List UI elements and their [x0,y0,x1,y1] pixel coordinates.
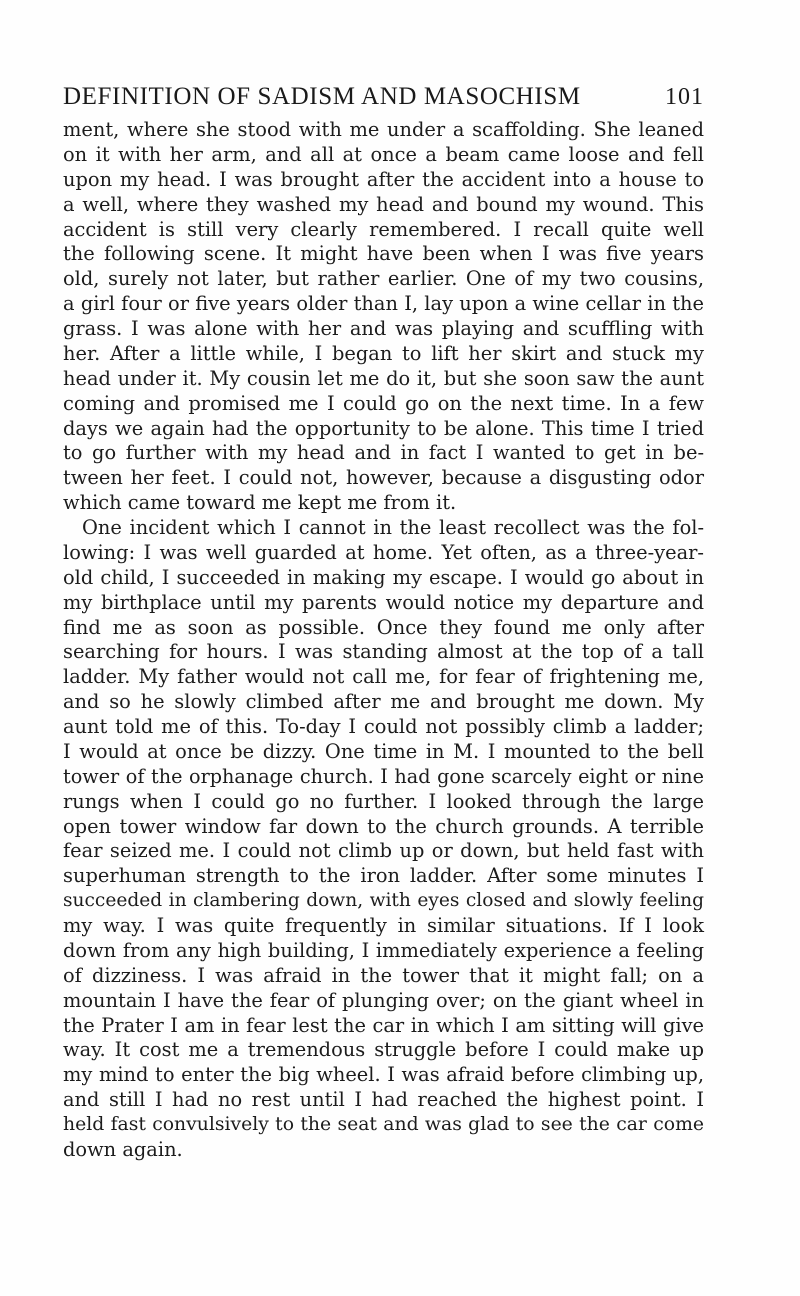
text-line: a well, where they washed my head and bound my wound. This [63,192,704,216]
text-line: the Prater I am in fear lest the car in which I am sitting will give [63,1013,704,1037]
text-line: succeeded in clambering down, with eyes closed and slowly feeling [63,890,704,912]
text-line: mountain I have the fear of plunging over; on the giant wheel in [63,988,704,1012]
text-line: way. It cost me a tremendous struggle before I could make up [63,1038,704,1062]
text-line: held fast convulsively to the seat and was glad to see the car come [63,1114,704,1135]
text-line: lowing: I was well guarded at home. Yet often, as a three-year- [63,540,704,564]
text-line: ladder. My father would not call me, for fear of frightening me, [63,665,704,689]
text-line: my birthplace until my parents would notice my departure and [63,590,704,614]
chapter-title: DEFINITION OF SADISM AND MASOCHISM [63,83,581,110]
text-line: fear seized me. I could not climb up or down, but held fast with [63,839,704,863]
text-line: of dizziness. I was afraid in the tower that it might fall; on a [63,963,704,987]
text-line: aunt told me of this. To-day I could not possibly climb a ladder; [63,715,704,738]
body-text [63,118,704,1163]
page-number: 101 [665,84,704,110]
text-line: upon my head. I was brought after the accident into a house to [63,167,704,191]
text-line: tween her feet. I could not, however, because a disgusting odor [63,466,704,490]
text-line: I would at once be dizzy. One time in M. I mounted to the bell [63,739,704,763]
text-line: old, surely not later, but rather earlier. One of my two cousins, [63,267,704,291]
text-line: and so he slowly climbed after me and brought me down. My [63,690,704,714]
text-line: old child, I succeeded in making my escape. I would go about in [63,565,704,589]
text-line: rungs when I could go no further. I looked through the large [63,789,704,813]
paragraph-end-line: down again. [63,1137,183,1161]
text-line: the following scene. It might have been when I was five years [63,242,704,266]
text-line: searching for hours. I was standing almost at the top of a tall [63,640,704,664]
text-line: superhuman strength to the iron ladder. After some minutes I [63,864,704,888]
text-line: and still I had no rest until I had reached the highest point. I [63,1088,704,1112]
text-line: head under it. My cousin let me do it, but she soon saw the aunt [63,366,704,390]
paragraph-first-line: One incident which I cannot in the least recollect was the fol- [82,516,704,539]
text-line: on it with her arm, and all at once a beam came loose and fell [63,142,704,166]
text-line: down from any high building, I immediately experience a feeling [63,938,704,962]
text-line: ment, where she stood with me under a scaffolding. She leaned [63,118,704,141]
text-line: my mind to enter the big wheel. I was afraid before climbing up, [63,1063,704,1087]
text-line: coming and promised me I could go on the next time. In a few [63,391,704,415]
running-head [63,83,704,111]
text-line: her. After a little while, I began to lift her skirt and stuck my [63,341,704,365]
text-line: tower of the orphanage church. I had gone scarcely eight or nine [63,764,704,788]
text-line: accident is still very clearly remembered. I recall quite well [63,217,704,241]
text-line: find me as soon as possible. Once they found me only after [63,615,704,639]
paragraph-end-line: which came toward me kept me from it. [63,491,457,515]
text-line: my way. I was quite frequently in similar situations. If I look [63,914,704,937]
text-line: days we again had the opportunity to be alone. This time I tried [63,416,704,440]
text-line: open tower window far down to the church grounds. A terrible [63,814,704,838]
text-line: grass. I was alone with her and was playing and scuffling with [63,317,704,340]
text-line: to go further with my head and in fact I wanted to get in be- [63,441,704,465]
text-line: a girl four or five years older than I, lay upon a wine cellar in the [63,292,704,316]
